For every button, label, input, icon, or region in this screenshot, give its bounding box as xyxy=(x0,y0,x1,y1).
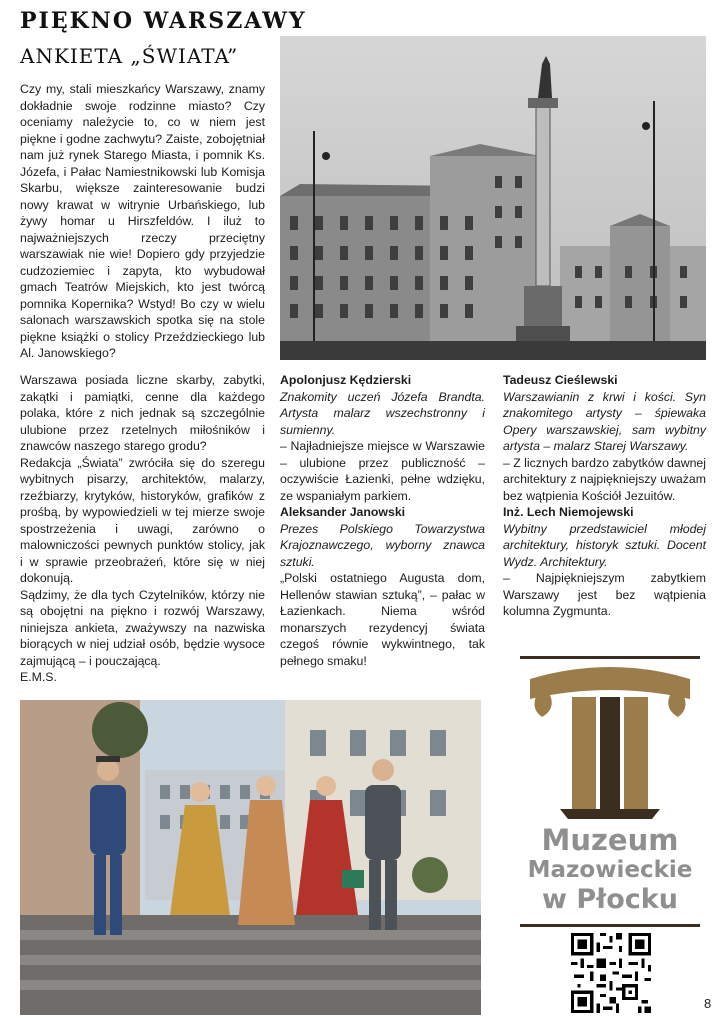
museum-logo xyxy=(520,656,700,927)
respondent-description: Znakomity uczeń Józefa Brandta. Artysta malarz wszechstronny i sumienny. xyxy=(280,389,485,437)
article-title: ANKIETA „ŚWIATA” xyxy=(20,44,239,68)
intro-column xyxy=(20,81,265,362)
signature: E.M.S. xyxy=(20,670,57,684)
respondent-name: Tadeusz Cieślewski xyxy=(503,373,618,387)
series-heading: PIĘKNO WARSZAWY xyxy=(20,8,307,34)
body-paragraph: Sądzimy, że dla tych Czytelników, którzy nie są obojętni na piękno i rozwój Warszawy, niniejsza ankieta, zważywszy na nazwiska biorących w niej udział osób, będzie wysoce zajmującą – i pouczającą. xyxy=(20,587,265,668)
respondent-name: Aleksander Janowski xyxy=(280,505,406,519)
logo-line-plock: w Płocku xyxy=(542,884,678,915)
respondent-name: Inż. Lech Niemojewski xyxy=(503,505,634,519)
qr-code-icon xyxy=(571,933,651,1013)
respondent-description: Prezes Polskiego Towarzystwa Krajoznawczego, wyborny znawca sztuki. xyxy=(280,521,485,569)
column-middle xyxy=(280,372,485,669)
body-paragraph: Warszawa posiada liczne skarby, zabytki, zakątki i pamiątki, cenne dla każdego polaka, które z nich jednak są szczególnie ulubione przez rzetelnych miłośników i znawców naszego starego grodu? xyxy=(20,373,265,453)
intro-paragraph: Czy my, stali mieszkańcy Warszawy, znamy dokładnie swoje rodzinne miasto? Czy oceniamy należycie to, co w niem jest piękne i godne zachwytu? Zaiste, zobojętniał nam już rynek Starego Miasta, i pomnik Ks. Józefa, i Pałac Namiestnikowski lub Komisja Skarbu, większe zainteresowanie budzi nowy krawat w witrynie Urbańskiego, lub żywy homar u Hirszfeldów. I iluż to najważniejszych rzeczy przeciętny warszawiak nie wie! Dopiero gdy przyjedzie cudzoziemiec i zapyta, kto wybudował gmach Teatrów Miejskich, kto jest twórcą pomnika Kopernika? Wstyd! Bo czy w wielu salonach warszawskich spotka się na stole piękne książki o stolicy Przeździeckiego lub Al. Janowskiego? xyxy=(20,82,265,360)
respondent-answer: – Najpiękniejszym zabytkiem Warszawy jest bez wątpienia kolumna Zygmunta. xyxy=(503,571,706,618)
respondent-description: Warszawianin z krwi i kości. Syn znakomitego artysty – śpiewaka Opery warszawskiej, sam wybitny artysta – malarz Starej Warszawy. xyxy=(503,389,706,453)
page-number: 8 xyxy=(704,996,712,1011)
castle-square-photo xyxy=(280,36,706,360)
costume-group-photo xyxy=(20,700,481,1015)
qr-code[interactable] xyxy=(571,933,651,1013)
respondent-answer: – Najładniejsze miejsce w Warszawie – ulubione przez publiczność – oczywiście Łazienki, pełne wdzięku, ze wspaniałym parkiem. xyxy=(280,439,485,503)
logo-line-museum: Muzeum xyxy=(541,823,679,857)
column-right xyxy=(503,372,706,620)
column-left xyxy=(20,372,265,686)
respondent-description: Wybitny przedstawiciel młodej architektury, historyk sztuki. Docent Wydz. Architektury. xyxy=(503,521,706,569)
respondent-answer: – Z licznych bardzo zabytków dawnej architektury z najpiękniejszy uważam bez wątpienia Kościół Jezuitów. xyxy=(503,455,706,503)
costume-group-illustration xyxy=(20,700,481,1015)
body-paragraph: Redakcja „Świata” zwróciła się do szeregu wybitnych pisarzy, architektów, malarzy, rzeźbiarzy, krytyków, historyków, grafików z prośbą, by wypowiedzieli w tej mierze swoje spostrzeżenia i uwagi, zarówno o malowniczości pewnych punktów stolicy, jak i w sprawie przeobrażeń, które się w niej dokonują. xyxy=(20,455,265,585)
castle-square-illustration xyxy=(280,36,706,360)
respondent-name: Apolonjusz Kędzierski xyxy=(280,373,412,387)
logo-line-mazowieckie: Mazowieckie xyxy=(527,857,693,883)
respondent-answer: „Polski ostatniego Augusta dom, Hellenów stawian sztuką”, – pałac w Łazienkach. Niema wśród monarszych rezydencyj świata czegoś równie wykwintnego, tak pełnego smaku! xyxy=(280,571,485,668)
